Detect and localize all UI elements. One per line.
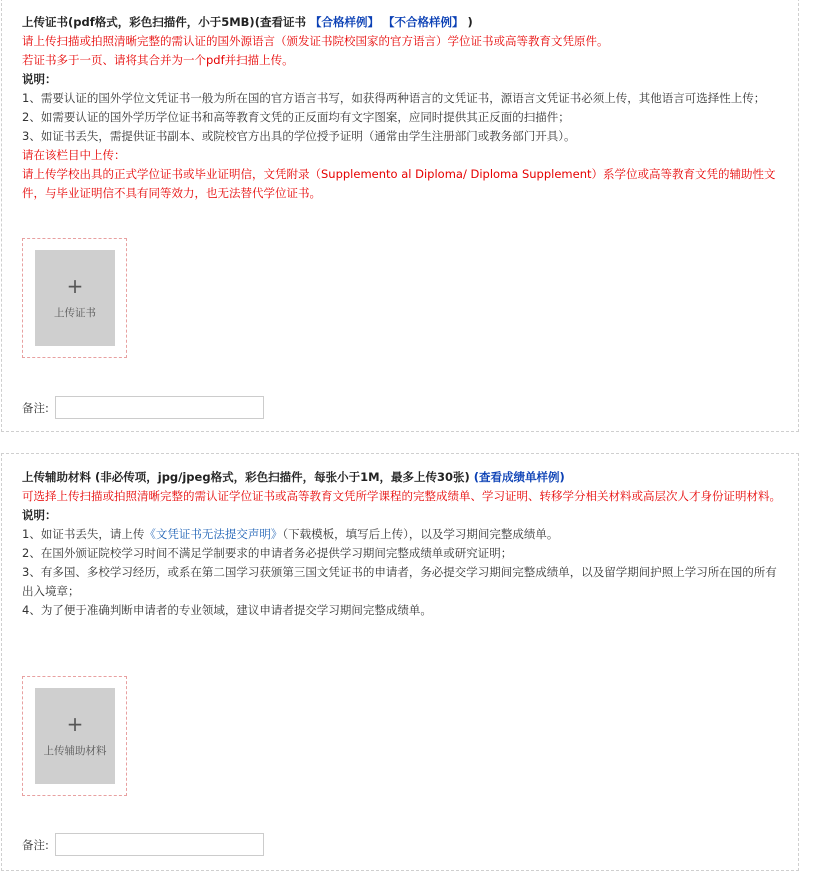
unqualified-sample-link[interactable]: 【不合格样例】	[382, 15, 464, 29]
certificate-requirement-red: 请上传扫描或拍照清晰完整的需认证的国外源语言（颁发证书院校国家的官方语言）学位证书或高等教育文凭原件。	[22, 34, 609, 48]
transcript-sample-link[interactable]: (查看成绩单样例)	[473, 470, 565, 484]
upload-aux-materials-button[interactable]	[35, 688, 115, 784]
plus-icon: +	[66, 274, 84, 298]
upload-certificate-label: 上传证书	[54, 307, 96, 319]
certificate-section-title: 上传证书(pdf格式，彩色扫描件，小于5MB)(查看证书 【合格样例】 【不合格样例】 )	[22, 15, 473, 29]
certificate-merge-note: 若证书多于一页、请将其合并为一个pdf并扫描上传。	[22, 53, 294, 67]
aux-remark-input[interactable]	[55, 833, 264, 856]
aux-remark-row	[22, 833, 264, 856]
aux-red-note: 可选择上传扫描或拍照清晰完整的需认证学位证书或高等教育文凭所学课程的完整成绩单、学习证明、转移学分相关材料或高层次人才身份证明材料。	[22, 489, 781, 503]
aux-section-title: 上传辅助材料 (非必传项，jpg/jpeg格式，彩色扫描件，每张小于1M，最多上传30张) (查看成绩单样例)	[22, 470, 565, 484]
certificate-note-1: 1、需要认证的国外学位文凭证书一般为所在国的官方语言书写，如获得两种语言的文凭证书，源语言文凭证书必须上传，其他语言可选择性上传；	[22, 91, 766, 105]
diploma-statement-link[interactable]: 《文凭证书无法提交声明》	[144, 527, 283, 541]
certificate-red-heading: 请在该栏目中上传：	[22, 148, 126, 162]
aux-remark-label: 备注:	[22, 837, 49, 852]
aux-materials-upload-section	[1, 453, 799, 871]
plus-icon: +	[66, 712, 84, 736]
aux-notes-heading: 说明：	[22, 508, 57, 522]
aux-note-1: 1、如证书丢失，请上传《文凭证书无法提交声明》（下载模板，填写后上传），以及学习期间完整成绩单。	[22, 527, 559, 541]
aux-note-3: 3、有多国、多校学习经历，或系在第二国学习获颁第三国文凭证书的申请者，务必提交学习期间完整成绩单，以及留学期间护照上学习所在国的所有出入境章；	[22, 565, 777, 598]
aux-upload-frame	[22, 676, 127, 796]
aux-note-4: 4、为了便于准确判断申请者的专业领域，建议申请者提交学习期间完整成绩单。	[22, 603, 432, 617]
aux-note-2: 2、在国外颁证院校学习时间不满足学制要求的申请者务必提供学习期间完整成绩单或研究证明；	[22, 546, 513, 560]
certificate-remark-label: 备注:	[22, 400, 49, 415]
upload-aux-materials-label: 上传辅助材料	[43, 745, 107, 757]
upload-certificate-button[interactable]	[35, 250, 115, 346]
certificate-remark-row	[22, 396, 264, 419]
certificate-notes-heading: 说明：	[22, 72, 57, 86]
certificate-red-note: 请上传学校出具的正式学位证书或毕业证明信，文凭附录（Supplemento al Diploma/ Diploma Supplement）系学位或高等教育文凭的辅助性文件，与毕业证明信不具有同等效力，也无法替代学位证书。	[22, 167, 776, 200]
certificate-upload-section	[1, 0, 799, 432]
certificate-upload-frame	[22, 238, 127, 358]
certificate-note-2: 2、如需要认证的国外学历学位证书和高等教育文凭的正反面均有文字图案，应同时提供其正反面的扫描件；	[22, 110, 570, 124]
qualified-sample-link[interactable]: 【合格样例】	[309, 15, 379, 29]
certificate-remark-input[interactable]	[55, 396, 264, 419]
certificate-note-3: 3、如证书丢失，需提供证书副本、或院校官方出具的学位授予证明（通常由学生注册部门或教务部门开具）。	[22, 129, 576, 143]
